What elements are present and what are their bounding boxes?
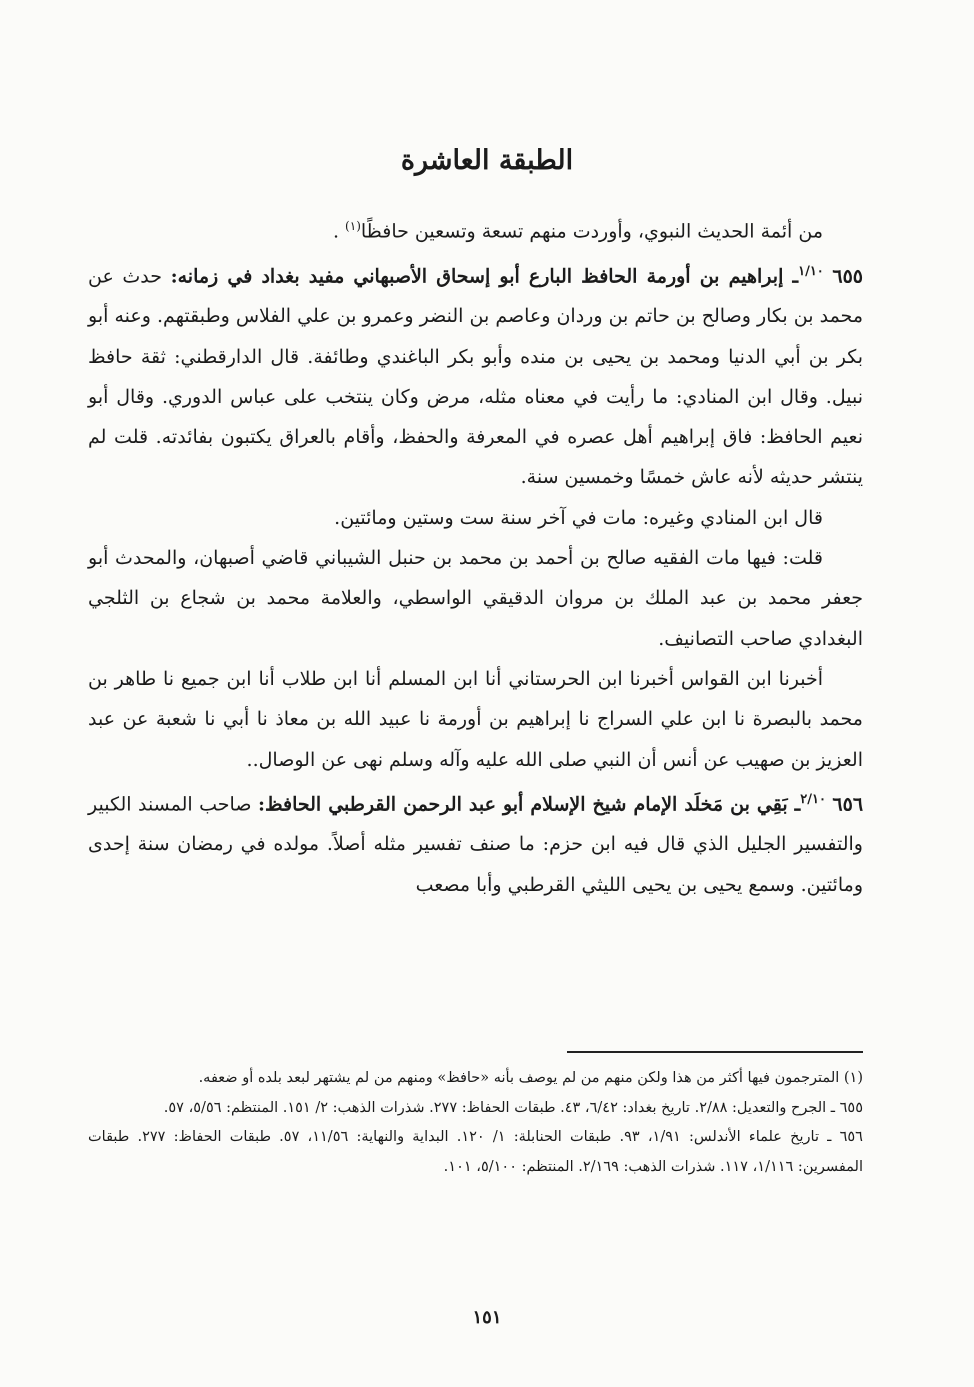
entry-656-heading: بَقِي بن مَخلَد الإمام شيخ الإسلام أبو عبد الرحمن القرطبي الحافظ:: [257, 793, 788, 816]
entry-656-fraction: ٢/١٠: [800, 791, 826, 807]
entry-655-heading: إبراهيم بن أورمة الحافظ البارع أبو إسحاق الأصبهاني مفيد بغداد في زمانه:: [170, 264, 784, 287]
footnotes: [88, 1064, 863, 1182]
footnote-655-sources: ٦٥٥ ـ الجرح والتعديل: ٢/٨٨. تاريخ بغداد: ٦/٤٢، ٤٣. طبقات الحفاظ: ٢٧٧. شذرات الذهب: ٢/ ١٥١. المنتظم: ٥/٥٦، ٥٧.: [163, 1099, 863, 1116]
footnote-ref[interactable]: (١): [345, 219, 361, 233]
entry-655-hadith: أخبرنا ابن القواس أخبرنا ابن الحرستاني أنا ابن المسلم أنا ابن طلاب أنا ابن جميع نا طاهر بن محمد بالبصرة نا ابن علي السراج نا إبراهيم بن أورمة نا عبيد الله بن معاذ نا أبي نا شعبة عن عبد العزيز بن صهيب عن أنس أن النبي صلى الله عليه وآله وسلم نهى عن الوصال..: [88, 667, 863, 771]
entry-655-number: ٦٥٥: [832, 264, 864, 287]
entry-655-death: قال ابن المنادي وغيره: مات في آخر سنة ست وستين ومائتين.: [334, 506, 823, 529]
intro-text: من أئمة الحديث النبوي، وأوردت منهم تسعة وتسعين حافظًا: [360, 220, 823, 243]
entry-655-paragraph: ٦٥٥ $^{١/١٠}$ـ إبراهيم بن أورمة الحافظ البارع أبو إسحاق الأصبهاني مفيد بغداد في زمانه: حدث عن محمد بن بكار وصالح بن حاتم بن وردان وعاصم بن النضر وعمرو بن علي الفلاس وطبقتهم. وعنه أبو بكر بن أبي الدنيا ومحمد بن يحيى بن منده وأبو بكر الباغندي وطائفة. قال الدارقطني: ثقة حافظ نبيل. وقال ابن المنادي: ما رأيت في معناه مثله، مرض وكان ينتخب على عباس الدوري. وقال أبو نعيم الحافظ: فاق إبراهيم أهل عصره في المعرفة والحفظ، وأقام بالعراق يكتبون بفائدته. قلت لم ينتشر حديثه لأنه عاش خمسًا وخمسين سنة.: [88, 263, 864, 489]
intro-end: .: [332, 220, 346, 243]
entry-656-number: ٦٥٦: [832, 793, 864, 816]
footnote-divider: [567, 1051, 863, 1053]
entry-655-fraction: ١/١٠: [798, 263, 824, 279]
page-title: الطبقة العاشرة: [400, 145, 574, 176]
entry-656-body: صاحب المسند الكبير والتفسير الجليل الذي قال فيه ابن حزم: ما صنف تفسير مثله أصلاً. مولده في رمضان سنة إحدى ومائتين. وسمع يحيى بن يحيى الليثي القرطبي وأبا مصعب: [88, 793, 863, 896]
footnote-1: (١) المترجمون فيها أكثر من هذا ولكن منهم من لم يوصف بأنه «حافظ» ومنهم من لم يشتهر لبعد بلده أو ضعفه.: [198, 1070, 863, 1086]
main-text: [88, 206, 863, 905]
footnote-656-sources: ٦٥٦ ـ تاريخ علماء الأندلس: ١/٩١، ٩٣. طبقات الحنابلة: ١/ ١٢٠. البداية والنهاية: ١١/٥٦، ٥٧. طبقات الحفاظ: ٢٧٧. طبقات المفسرين: ١/١١٦، ١١٧. شذرات الذهب: ٢/١٦٩. المنتظم: ٥/١٠٠، ١٠١.: [88, 1129, 863, 1175]
page-number: ١٥١: [472, 1307, 502, 1328]
entry-656-paragraph: ٦٥٦ $^{٢/١٠}$ـ بَقِي بن مَخلَد الإمام شيخ الإسلام أبو عبد الرحمن القرطبي الحافظ: صاحب المسند الكبير والتفسير الجليل الذي قال فيه ابن حزم: ما صنف تفسير مثله أصلاً. مولده في رمضان سنة إحدى ومائتين. وسمع يحيى بن يحيى الليثي القرطبي وأبا مصعب: [88, 791, 864, 896]
intro-paragraph: [88, 206, 863, 252]
entry-655-contemporaries: قلت: فيها مات الفقيه صالح بن أحمد بن محمد بن حنبل الشيباني قاضي أصبهان، والمحدث أبو جعفر محمد بن عبد الملك بن مروان الدقيقي الواسطي، والعلامة محمد بن شجاع بن الثلجي البغدادي صاحب التصانيف.: [88, 547, 863, 650]
entry-655-body: حدث عن محمد بن بكار وصالح بن حاتم بن وردان وعاصم بن النضر وعمرو بن علي الفلاس وطبقتهم. وعنه أبو بكر بن أبي الدنيا ومحمد بن يحيى بن منده وأبو بكر الباغندي وطائفة. قال الدارقطني: ثقة حافظ نبيل. وقال ابن المنادي: ما رأيت في معناه مثله، مرض وكان ينتخب على عباس الدوري. وقال أبو نعيم الحافظ: فاق إبراهيم أهل عصره في المعرفة والحفظ، وأقام بالعراق يكتبون بفائدته. قلت لم ينتشر حديثه لأنه عاش خمسًا وخمسين سنة.: [88, 264, 863, 489]
